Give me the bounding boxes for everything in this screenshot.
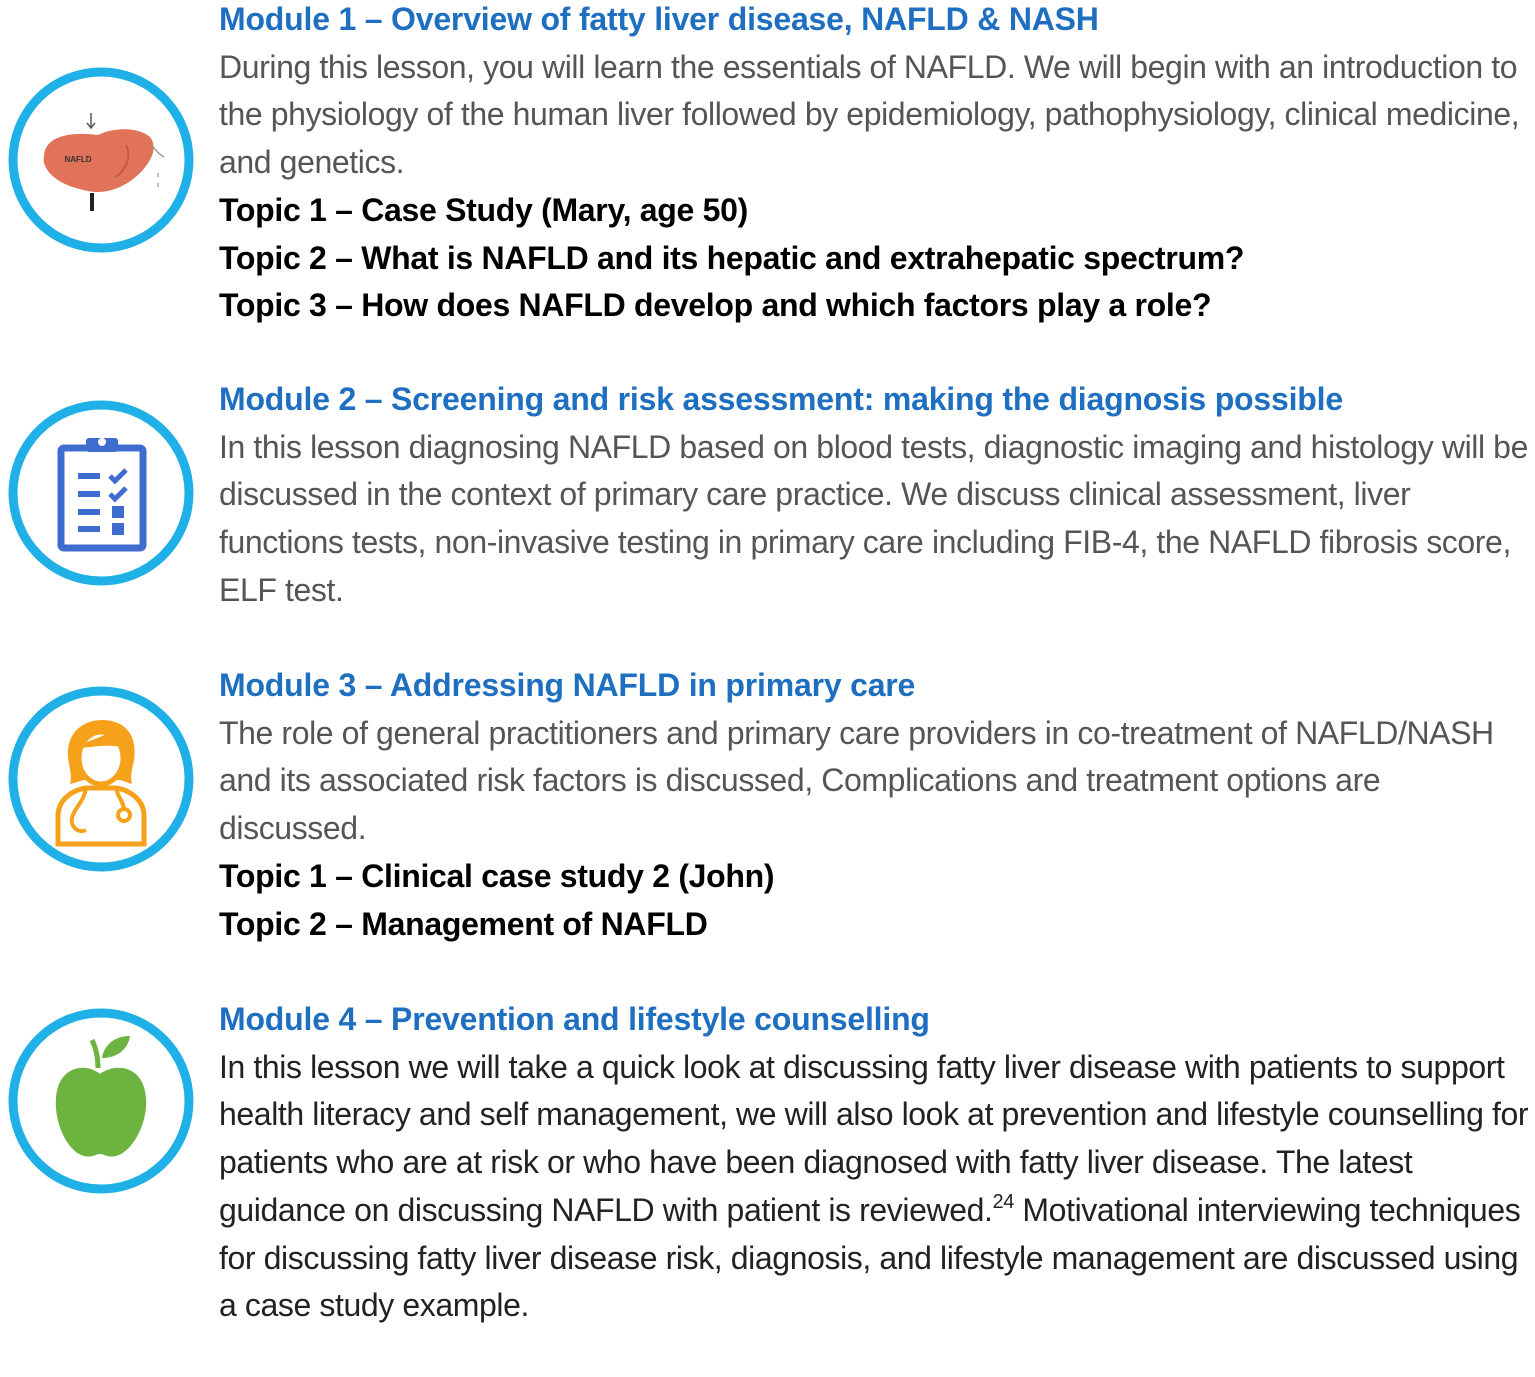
module-1-text bbox=[219, 0, 1529, 330]
module-3-icon-ring bbox=[6, 684, 196, 874]
doctor-icon bbox=[6, 684, 196, 874]
reference-superscript[interactable]: 24 bbox=[992, 1190, 1014, 1213]
module-3-text bbox=[219, 662, 1529, 948]
module-2-icon-ring bbox=[6, 398, 196, 588]
module-3-title: Module 3 – Addressing NAFLD in primary care bbox=[219, 667, 916, 703]
module-1-topic-3: Topic 3 – How does NAFLD develop and which factors play a role? bbox=[219, 287, 1212, 324]
module-3-description: The role of general practitioners and primary care providers in co-treatment of NAFLD/NASH and its associated risk factors is discussed, Complications and treatment options are discussed. bbox=[219, 714, 1494, 847]
module-1-icon-ring bbox=[6, 65, 196, 255]
module-3-topic-1: Topic 1 – Clinical case study 2 (John) bbox=[219, 857, 775, 894]
module-4-icon-ring bbox=[6, 1006, 196, 1196]
module-1-topic-2: Topic 2 – What is NAFLD and its hepatic and extrahepatic spectrum? bbox=[219, 239, 1245, 276]
module-2-title: Module 2 – Screening and risk assessment: making the diagnosis possible bbox=[219, 381, 1343, 417]
module-2-text bbox=[219, 376, 1529, 615]
module-4-description-part-2: Motivational interviewing techniques for discussing fatty liver disease risk, diagnosis, and lifestyle management are discussed using a case study example. bbox=[219, 1191, 1521, 1324]
apple-icon bbox=[6, 1006, 196, 1196]
module-1-description: During this lesson, you will learn the essentials of NAFLD. We will begin with an introduction to the physiology of the human liver followed by epidemiology, pathophysiology, clinical medicine, and genetics. bbox=[219, 48, 1520, 181]
liver-icon-label: NAFLD bbox=[64, 155, 92, 164]
module-1-title: Module 1 – Overview of fatty liver disease, NAFLD & NASH bbox=[219, 1, 1099, 37]
clipboard-icon bbox=[6, 398, 196, 588]
liver-icon bbox=[6, 65, 196, 255]
module-4-text bbox=[219, 996, 1529, 1330]
module-2-description: In this lesson diagnosing NAFLD based on blood tests, diagnostic imaging and histology will be discussed in the context of primary care practice. We discuss clinical assessment, liver functions tests, non-invasive testing in primary care including FIB-4, the NAFLD fibrosis score, ELF test. bbox=[219, 428, 1528, 608]
module-4-description-part-1: In this lesson we will take a quick look at discussing fatty liver disease with patients to support health literacy and self management, we will also look at prevention and lifestyle counselling for patients who are at risk or who have been diagnosed with fatty liver disease. The latest guidance on discussing NAFLD with patient is reviewed. bbox=[219, 1048, 1529, 1228]
module-4-description bbox=[219, 1044, 1529, 1330]
module-4-title: Module 4 – Prevention and lifestyle counselling bbox=[219, 1001, 930, 1037]
module-1-topic-1: Topic 1 – Case Study (Mary, age 50) bbox=[219, 191, 748, 228]
module-3-topic-2: Topic 2 – Management of NAFLD bbox=[219, 905, 708, 942]
